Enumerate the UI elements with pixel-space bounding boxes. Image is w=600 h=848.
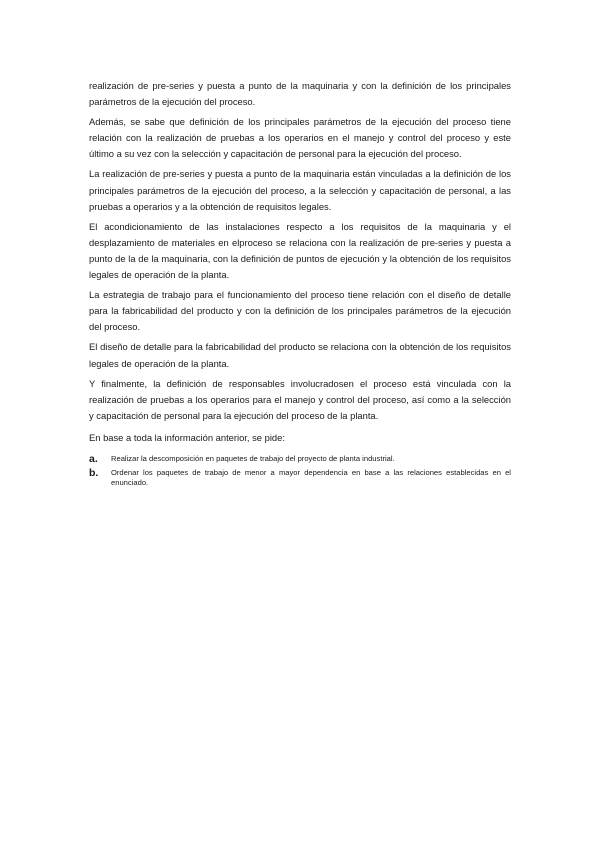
paragraph: El diseño de detalle para la fabricabilidad del producto se relaciona con la obtención de los requisitos legales de operación de la planta. [89,341,511,369]
paragraph: La realización de pre-series y puesta a punto de la maquinaria están vinculadas a la definición de los principales parámetros de la ejecución del proceso, a la selección y capacitación de personal, a las pruebas a operarios y a la obtención de requisitos legales. [89,168,511,212]
list-item [89,454,511,465]
paragraph: realización de pre-series y puesta a punto de la maquinaria y con la definición de los principales parámetros de la ejecución del proceso. [89,80,511,108]
paragraph: Y finalmente, la definición de responsables involucradosen el proceso está vinculada con la realización de pruebas a los operarios para el manejo y control del proceso, así como a la selección y capacitación de personal para la ejecución del proceso de la planta. [89,377,511,421]
task-list [89,454,511,489]
item-marker: a. [89,452,98,465]
paragraph: El acondicionamiento de las instalaciones respecto a los requisitos de la maquinaria y el desplazamiento de materiales en elproceso se relaciona con la realización de pre-series y puesta a punto de la de la maquinaria, con la definición de puntos de ejecución y la obtención de los requisitos legales de operación de la planta. [89,220,511,281]
document-body [89,78,511,492]
list-item [89,468,511,489]
item-marker: b. [89,466,99,479]
question-intro: En base a toda la información anterior, se pide: [89,431,285,443]
item-text: Realizar la descomposición en paquetes de trabajo del proyecto de planta industrial. [111,453,395,463]
item-text: Ordenar los paquetes de trabajo de menor a mayor dependencia en base a las relaciones establecidas en el enunciado. [111,467,511,488]
paragraph: La estrategia de trabajo para el funcionamiento del proceso tiene relación con el diseño de detalle para la fabricabilidad del producto y con la definición de los principales parámetros de la ejecución del proceso. [89,289,511,333]
paragraph: Además, se sabe que definición de los principales parámetros de la ejecución del proceso tiene relación con la realización de pruebas a los operarios en el manejo y control del proceso y este último a su vez con la selección y capacitación de personal para la ejecución del proceso. [89,116,511,160]
